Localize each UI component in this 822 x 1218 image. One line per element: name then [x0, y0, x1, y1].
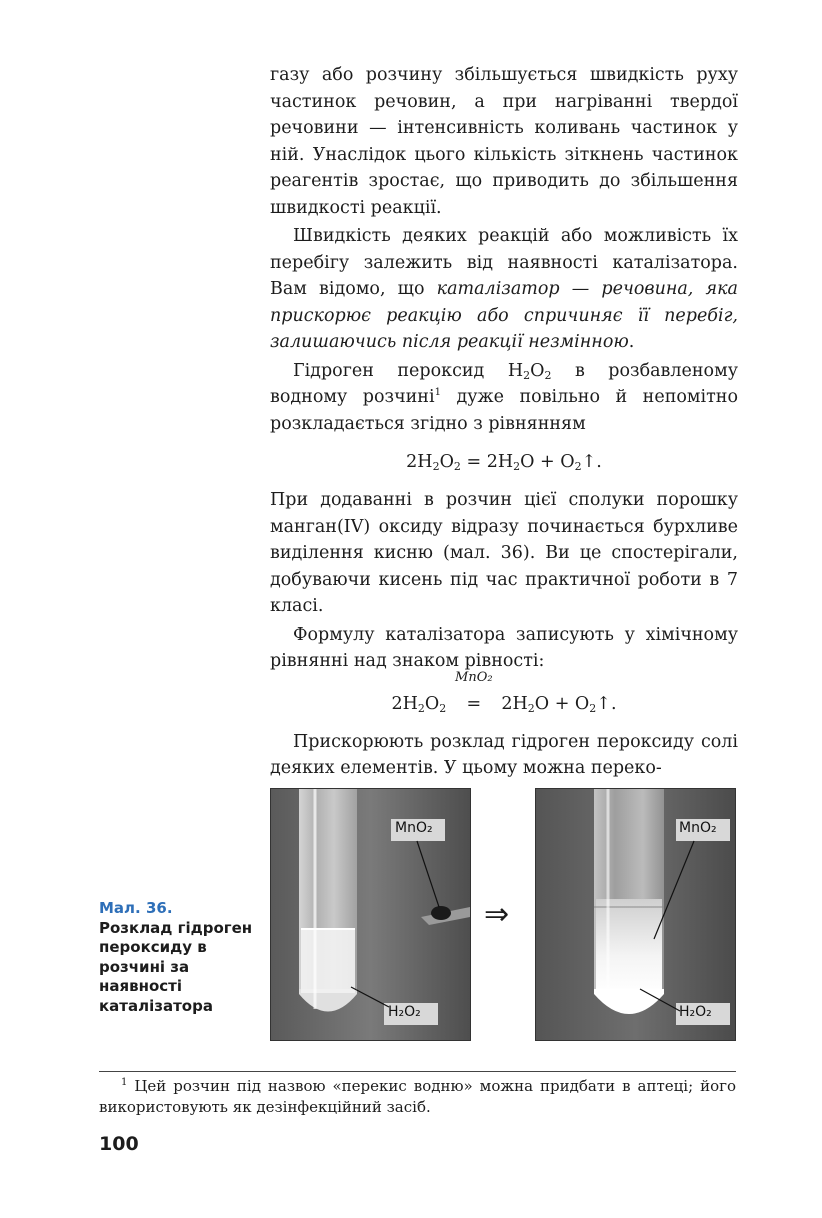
- p3-d: дуже повільно й непомітно розкладається згідно з рівнянням: [270, 387, 738, 434]
- eq2-s1: 2: [417, 701, 425, 715]
- p3-sub1: 2: [523, 368, 531, 382]
- equation-1: [270, 441, 738, 483]
- eq2-sign: =: [466, 693, 482, 714]
- eq2-lhs: 2H: [391, 693, 418, 714]
- eq2-tail: ↑.: [596, 693, 617, 714]
- footnote-divider: [99, 1071, 736, 1072]
- eq2-s3: 2: [527, 701, 535, 715]
- paragraph-3: [270, 358, 738, 438]
- eq2-s2: 2: [439, 701, 447, 715]
- photo-before: [270, 788, 471, 1041]
- paragraph-6: Прискорюють розклад гідроген пероксиду солі деяких елементів. У цьому можна переко-: [270, 731, 738, 778]
- eq2-rhs1: 2H: [501, 693, 528, 714]
- paragraph-2-plain: Швидкість деяких реакцій або можливість їх перебігу залежить від наявності каталізатора. Вам відомо, що: [270, 226, 738, 299]
- eq2-s4: 2: [589, 701, 597, 715]
- eq1-s3: 2: [513, 460, 521, 473]
- footnote-ref: 1: [434, 387, 441, 399]
- p3-b: O: [530, 360, 545, 381]
- figure-caption: [99, 899, 264, 1016]
- catalyst-formula: MnO₂: [455, 669, 493, 685]
- eq1-sign: =: [460, 452, 487, 472]
- catalyst-definition: каталізатор — речовина, яка прискорює реакцію або спричиняє її перебіг, залишаючись після реакції незмінною: [270, 279, 738, 352]
- eq1-s4: 2: [574, 460, 582, 473]
- figure-caption-body: Розклад гідроген пероксиду в розчині за наявності каталізатора: [99, 918, 253, 1015]
- catalyst-sign: [452, 669, 496, 725]
- eq1-tail: ↑.: [581, 452, 602, 472]
- equation-2: [270, 669, 738, 725]
- paragraph-5: Формулу каталізатора записують у хімічному рівнянні над знаком рівності:: [270, 624, 738, 671]
- reaction-arrow-icon: ⇒: [484, 897, 510, 932]
- eq1-rhs2: O + O: [520, 452, 575, 472]
- p3-sub2: 2: [544, 368, 552, 382]
- eq1-rhs1: 2H: [486, 452, 514, 472]
- p3-c: в розбавленому водному розчині: [270, 360, 738, 407]
- eq1-s1: 2: [432, 460, 440, 473]
- eq1-lhs: 2H: [406, 452, 433, 472]
- eq2-rhs2: O + O: [534, 693, 590, 714]
- figure-caption-title: Мал. 36.: [99, 899, 173, 917]
- eq1-o: O: [439, 452, 454, 472]
- test-tube-before-illustration: [271, 789, 470, 1040]
- paragraph-1: газу або розчину збільшується швидкість руху частинок речовин, а при нагріванні твердої речовини — інтенсивність коливань частинок у ній. Унаслідок цього кількість зіткнень частинок реагентів зростає, що приводить до збільшення швидкості реакції.: [270, 65, 738, 218]
- paragraph-2-end: .: [628, 332, 635, 352]
- label-mno2-after: MnO₂: [679, 820, 717, 836]
- main-text-column: [270, 62, 738, 782]
- paragraph-4: При додаванні в розчин цієї сполуки порошку манган(IV) оксиду відразу починається бурхливе виділення кисню (мал. 36). Ви це спостерігали, добуваючи кисень під час практичної роботи в 7 класі.: [270, 490, 738, 616]
- label-h2o2-before: H₂O₂: [388, 1004, 421, 1020]
- footnote: [99, 1076, 736, 1118]
- label-mno2-before: MnO₂: [395, 820, 433, 836]
- footnote-marker: 1: [121, 1077, 128, 1088]
- p3-a: Гідроген пероксид H: [293, 360, 524, 381]
- footnote-text: Цей розчин під назвою «перекис водню» можна придбати в аптеці; його використовують як дезінфекційний засіб.: [99, 1077, 736, 1116]
- paragraph-2: [270, 223, 738, 356]
- label-h2o2-after: H₂O₂: [679, 1004, 712, 1020]
- photo-after: [535, 788, 736, 1041]
- eq2-o: O: [424, 693, 440, 714]
- page-number: 100: [99, 1133, 139, 1155]
- eq1-s2: 2: [453, 460, 461, 473]
